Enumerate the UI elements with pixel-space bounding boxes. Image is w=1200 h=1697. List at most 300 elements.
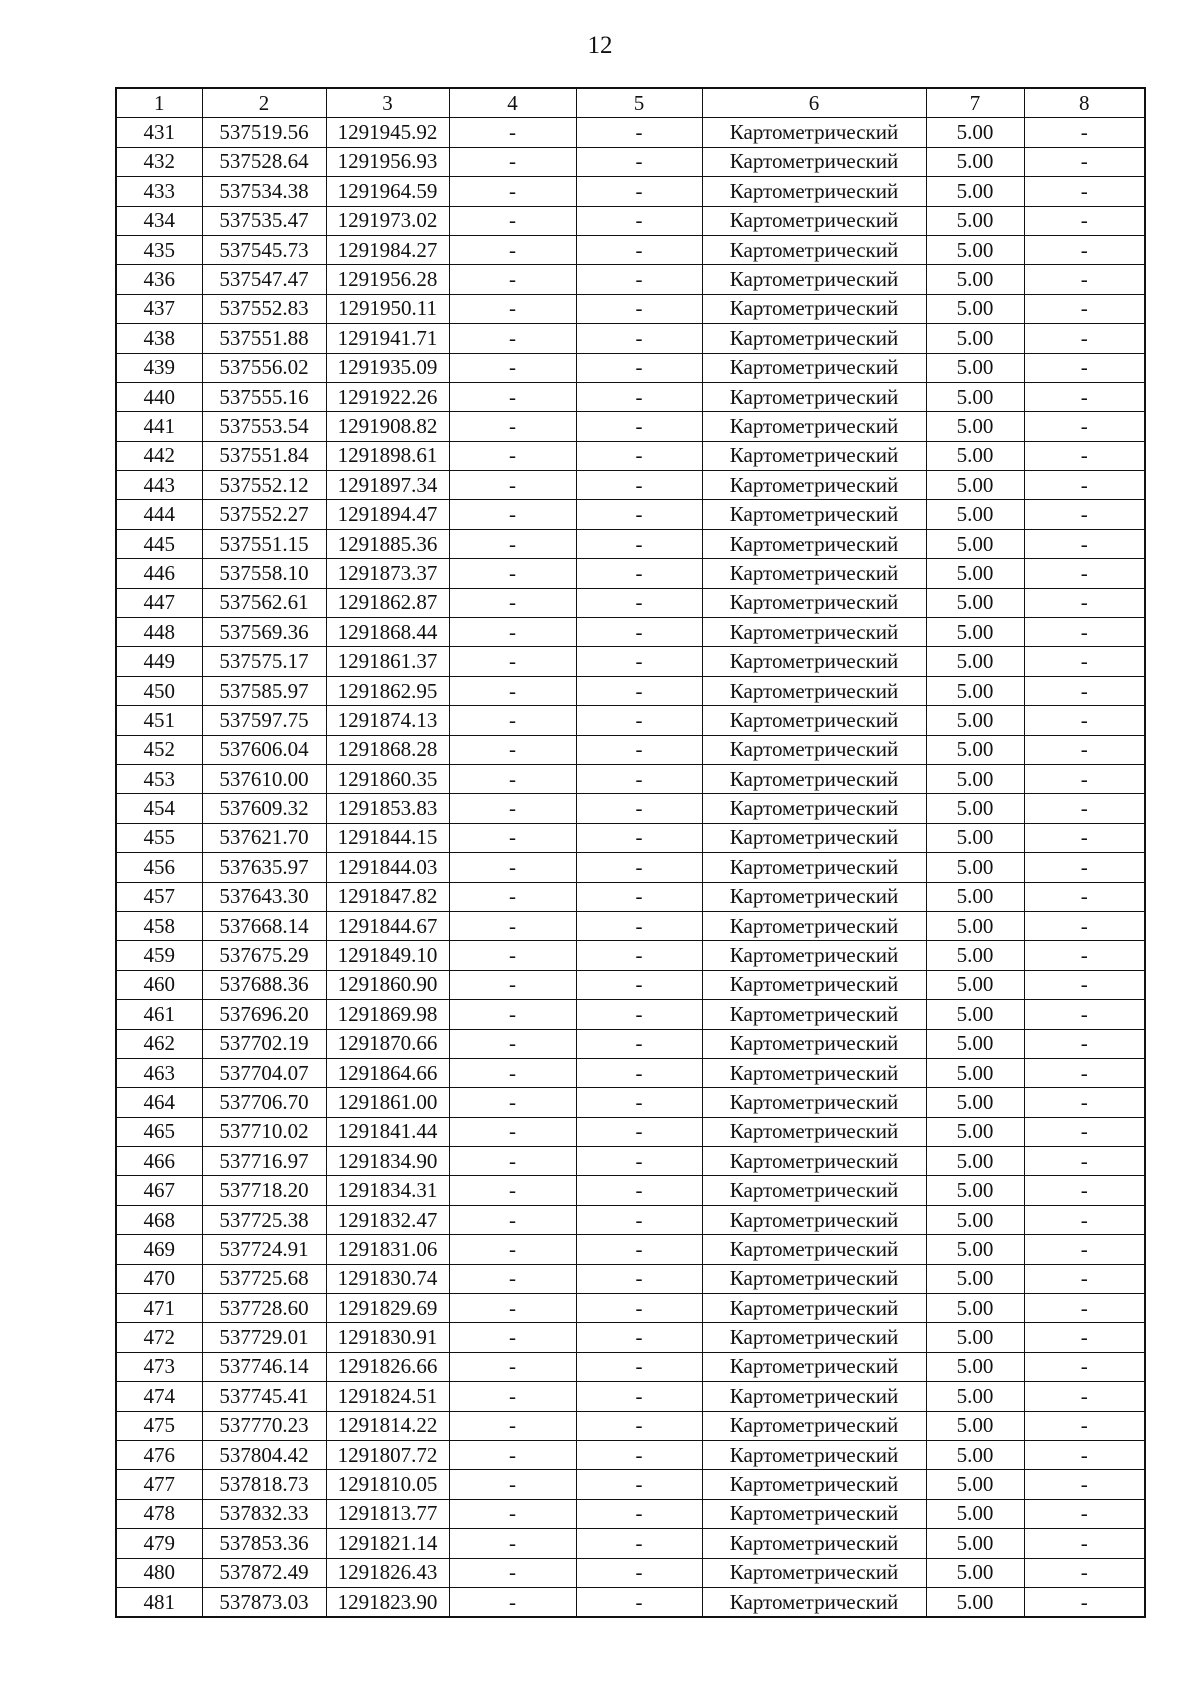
method-cell: Картометрический: [702, 1088, 926, 1117]
col8-cell: -: [1024, 1235, 1145, 1264]
column-header: 4: [449, 88, 576, 118]
y-coordinate-cell: 1291922.26: [326, 382, 449, 411]
method-cell: Картометрический: [702, 1294, 926, 1323]
table-header-row: [116, 88, 1145, 118]
point-number-cell: 463: [116, 1058, 202, 1087]
point-number-cell: 474: [116, 1382, 202, 1411]
y-coordinate-cell: 1291821.14: [326, 1529, 449, 1558]
table-row: [116, 559, 1145, 588]
accuracy-cell: 5.00: [926, 1499, 1024, 1528]
x-coordinate-cell: 537635.97: [202, 853, 326, 882]
col8-cell: -: [1024, 970, 1145, 999]
accuracy-cell: 5.00: [926, 177, 1024, 206]
accuracy-cell: 5.00: [926, 588, 1024, 617]
method-cell: Картометрический: [702, 1587, 926, 1617]
point-number-cell: 460: [116, 970, 202, 999]
col4-cell: -: [449, 1411, 576, 1440]
x-coordinate-cell: 537552.83: [202, 294, 326, 323]
method-cell: Картометрический: [702, 265, 926, 294]
table-row: [116, 618, 1145, 647]
col8-cell: -: [1024, 265, 1145, 294]
table-row: [116, 647, 1145, 676]
accuracy-cell: 5.00: [926, 529, 1024, 558]
table-row: [116, 823, 1145, 852]
method-cell: Картометрический: [702, 118, 926, 147]
table-row: [116, 1440, 1145, 1469]
table-row: [116, 1294, 1145, 1323]
point-number-cell: 445: [116, 529, 202, 558]
column-header: 7: [926, 88, 1024, 118]
col4-cell: -: [449, 500, 576, 529]
col4-cell: -: [449, 1058, 576, 1087]
y-coordinate-cell: 1291813.77: [326, 1499, 449, 1528]
col5-cell: -: [576, 1000, 702, 1029]
accuracy-cell: 5.00: [926, 1029, 1024, 1058]
col5-cell: -: [576, 1587, 702, 1617]
accuracy-cell: 5.00: [926, 500, 1024, 529]
col4-cell: -: [449, 324, 576, 353]
col8-cell: -: [1024, 235, 1145, 264]
method-cell: Картометрический: [702, 618, 926, 647]
accuracy-cell: 5.00: [926, 970, 1024, 999]
col8-cell: -: [1024, 500, 1145, 529]
method-cell: Картометрический: [702, 941, 926, 970]
col4-cell: -: [449, 1294, 576, 1323]
col8-cell: -: [1024, 1499, 1145, 1528]
method-cell: Картометрический: [702, 1499, 926, 1528]
column-header: 5: [576, 88, 702, 118]
y-coordinate-cell: 1291824.51: [326, 1382, 449, 1411]
x-coordinate-cell: 537597.75: [202, 706, 326, 735]
x-coordinate-cell: 537551.15: [202, 529, 326, 558]
col8-cell: -: [1024, 853, 1145, 882]
table-body: [116, 118, 1145, 1617]
point-number-cell: 437: [116, 294, 202, 323]
accuracy-cell: 5.00: [926, 1205, 1024, 1234]
col8-cell: -: [1024, 1117, 1145, 1146]
point-number-cell: 472: [116, 1323, 202, 1352]
col4-cell: -: [449, 618, 576, 647]
x-coordinate-cell: 537675.29: [202, 941, 326, 970]
col4-cell: -: [449, 235, 576, 264]
y-coordinate-cell: 1291844.15: [326, 823, 449, 852]
col5-cell: -: [576, 941, 702, 970]
method-cell: Картометрический: [702, 853, 926, 882]
method-cell: Картометрический: [702, 559, 926, 588]
col8-cell: -: [1024, 1294, 1145, 1323]
x-coordinate-cell: 537534.38: [202, 177, 326, 206]
accuracy-cell: 5.00: [926, 441, 1024, 470]
method-cell: Картометрический: [702, 353, 926, 382]
col5-cell: -: [576, 1352, 702, 1381]
accuracy-cell: 5.00: [926, 823, 1024, 852]
y-coordinate-cell: 1291853.83: [326, 794, 449, 823]
table-row: [116, 412, 1145, 441]
y-coordinate-cell: 1291814.22: [326, 1411, 449, 1440]
col8-cell: -: [1024, 1264, 1145, 1293]
accuracy-cell: 5.00: [926, 1558, 1024, 1587]
col5-cell: -: [576, 1205, 702, 1234]
table-row: [116, 1411, 1145, 1440]
col4-cell: -: [449, 941, 576, 970]
col5-cell: -: [576, 882, 702, 911]
col4-cell: -: [449, 794, 576, 823]
y-coordinate-cell: 1291898.61: [326, 441, 449, 470]
col4-cell: -: [449, 1382, 576, 1411]
table-row: [116, 441, 1145, 470]
table-row: [116, 147, 1145, 176]
col8-cell: -: [1024, 1352, 1145, 1381]
col5-cell: -: [576, 1058, 702, 1087]
x-coordinate-cell: 537551.84: [202, 441, 326, 470]
col5-cell: -: [576, 735, 702, 764]
col5-cell: -: [576, 1382, 702, 1411]
col4-cell: -: [449, 1587, 576, 1617]
accuracy-cell: 5.00: [926, 1411, 1024, 1440]
point-number-cell: 479: [116, 1529, 202, 1558]
method-cell: Картометрический: [702, 1176, 926, 1205]
method-cell: Картометрический: [702, 911, 926, 940]
col5-cell: -: [576, 1294, 702, 1323]
col5-cell: -: [576, 1088, 702, 1117]
col4-cell: -: [449, 853, 576, 882]
col4-cell: -: [449, 823, 576, 852]
point-number-cell: 452: [116, 735, 202, 764]
point-number-cell: 450: [116, 676, 202, 705]
x-coordinate-cell: 537610.00: [202, 764, 326, 793]
point-number-cell: 448: [116, 618, 202, 647]
point-number-cell: 468: [116, 1205, 202, 1234]
col8-cell: -: [1024, 676, 1145, 705]
col4-cell: -: [449, 1323, 576, 1352]
accuracy-cell: 5.00: [926, 235, 1024, 264]
col4-cell: -: [449, 412, 576, 441]
y-coordinate-cell: 1291861.37: [326, 647, 449, 676]
x-coordinate-cell: 537606.04: [202, 735, 326, 764]
x-coordinate-cell: 537552.27: [202, 500, 326, 529]
col5-cell: -: [576, 1323, 702, 1352]
x-coordinate-cell: 537853.36: [202, 1529, 326, 1558]
col4-cell: -: [449, 1205, 576, 1234]
method-cell: Картометрический: [702, 382, 926, 411]
x-coordinate-cell: 537804.42: [202, 1440, 326, 1469]
col5-cell: -: [576, 1529, 702, 1558]
method-cell: Картометрический: [702, 441, 926, 470]
col4-cell: -: [449, 1440, 576, 1469]
y-coordinate-cell: 1291831.06: [326, 1235, 449, 1264]
method-cell: Картометрический: [702, 794, 926, 823]
col5-cell: -: [576, 412, 702, 441]
method-cell: Картометрический: [702, 764, 926, 793]
col4-cell: -: [449, 676, 576, 705]
x-coordinate-cell: 537547.47: [202, 265, 326, 294]
x-coordinate-cell: 537621.70: [202, 823, 326, 852]
table-row: [116, 500, 1145, 529]
col5-cell: -: [576, 706, 702, 735]
accuracy-cell: 5.00: [926, 1058, 1024, 1087]
x-coordinate-cell: 537555.16: [202, 382, 326, 411]
table-row: [116, 676, 1145, 705]
accuracy-cell: 5.00: [926, 206, 1024, 235]
col4-cell: -: [449, 294, 576, 323]
table-row: [116, 1117, 1145, 1146]
col4-cell: -: [449, 735, 576, 764]
y-coordinate-cell: 1291897.34: [326, 471, 449, 500]
y-coordinate-cell: 1291894.47: [326, 500, 449, 529]
table-row: [116, 970, 1145, 999]
table-row: [116, 206, 1145, 235]
x-coordinate-cell: 537718.20: [202, 1176, 326, 1205]
col8-cell: -: [1024, 412, 1145, 441]
y-coordinate-cell: 1291870.66: [326, 1029, 449, 1058]
col5-cell: -: [576, 823, 702, 852]
col5-cell: -: [576, 441, 702, 470]
point-number-cell: 431: [116, 118, 202, 147]
col4-cell: -: [449, 147, 576, 176]
method-cell: Картометрический: [702, 324, 926, 353]
col5-cell: -: [576, 1235, 702, 1264]
table-row: [116, 1058, 1145, 1087]
col4-cell: -: [449, 118, 576, 147]
table-row: [116, 1029, 1145, 1058]
point-number-cell: 453: [116, 764, 202, 793]
col4-cell: -: [449, 882, 576, 911]
x-coordinate-cell: 537702.19: [202, 1029, 326, 1058]
col8-cell: -: [1024, 647, 1145, 676]
y-coordinate-cell: 1291862.87: [326, 588, 449, 617]
col5-cell: -: [576, 529, 702, 558]
page-number: 12: [587, 32, 613, 59]
col5-cell: -: [576, 206, 702, 235]
col5-cell: -: [576, 1558, 702, 1587]
table-row: [116, 353, 1145, 382]
method-cell: Картометрический: [702, 1264, 926, 1293]
y-coordinate-cell: 1291834.90: [326, 1147, 449, 1176]
table-row: [116, 118, 1145, 147]
col5-cell: -: [576, 588, 702, 617]
point-number-cell: 436: [116, 265, 202, 294]
col5-cell: -: [576, 382, 702, 411]
col5-cell: -: [576, 676, 702, 705]
method-cell: Картометрический: [702, 412, 926, 441]
table-row: [116, 1587, 1145, 1617]
table-row: [116, 941, 1145, 970]
col8-cell: -: [1024, 794, 1145, 823]
col5-cell: -: [576, 970, 702, 999]
method-cell: Картометрический: [702, 647, 926, 676]
col4-cell: -: [449, 441, 576, 470]
col8-cell: -: [1024, 471, 1145, 500]
accuracy-cell: 5.00: [926, 1529, 1024, 1558]
point-number-cell: 441: [116, 412, 202, 441]
accuracy-cell: 5.00: [926, 941, 1024, 970]
col4-cell: -: [449, 1117, 576, 1146]
y-coordinate-cell: 1291829.69: [326, 1294, 449, 1323]
table-row: [116, 235, 1145, 264]
x-coordinate-cell: 537562.61: [202, 588, 326, 617]
col5-cell: -: [576, 118, 702, 147]
col8-cell: -: [1024, 1587, 1145, 1617]
y-coordinate-cell: 1291861.00: [326, 1088, 449, 1117]
method-cell: Картометрический: [702, 500, 926, 529]
column-header: 6: [702, 88, 926, 118]
point-number-cell: 440: [116, 382, 202, 411]
accuracy-cell: 5.00: [926, 147, 1024, 176]
col5-cell: -: [576, 1470, 702, 1499]
accuracy-cell: 5.00: [926, 1352, 1024, 1381]
y-coordinate-cell: 1291941.71: [326, 324, 449, 353]
col4-cell: -: [449, 1147, 576, 1176]
method-cell: Картометрический: [702, 471, 926, 500]
x-coordinate-cell: 537725.68: [202, 1264, 326, 1293]
point-number-cell: 447: [116, 588, 202, 617]
accuracy-cell: 5.00: [926, 1470, 1024, 1499]
point-number-cell: 433: [116, 177, 202, 206]
table-row: [116, 735, 1145, 764]
col8-cell: -: [1024, 1529, 1145, 1558]
y-coordinate-cell: 1291869.98: [326, 1000, 449, 1029]
col8-cell: -: [1024, 206, 1145, 235]
method-cell: Картометрический: [702, 735, 926, 764]
table-row: [116, 177, 1145, 206]
col5-cell: -: [576, 500, 702, 529]
col8-cell: -: [1024, 441, 1145, 470]
x-coordinate-cell: 537575.17: [202, 647, 326, 676]
col4-cell: -: [449, 1499, 576, 1528]
col8-cell: -: [1024, 823, 1145, 852]
column-header: 1: [116, 88, 202, 118]
table-row: [116, 588, 1145, 617]
point-number-cell: 480: [116, 1558, 202, 1587]
column-header: 3: [326, 88, 449, 118]
point-number-cell: 462: [116, 1029, 202, 1058]
y-coordinate-cell: 1291873.37: [326, 559, 449, 588]
method-cell: Картометрический: [702, 1205, 926, 1234]
table-row: [116, 1382, 1145, 1411]
y-coordinate-cell: 1291868.44: [326, 618, 449, 647]
col5-cell: -: [576, 265, 702, 294]
accuracy-cell: 5.00: [926, 1000, 1024, 1029]
table-row: [116, 294, 1145, 323]
col8-cell: -: [1024, 1147, 1145, 1176]
col5-cell: -: [576, 353, 702, 382]
col8-cell: -: [1024, 1058, 1145, 1087]
method-cell: Картометрический: [702, 1235, 926, 1264]
x-coordinate-cell: 537725.38: [202, 1205, 326, 1234]
point-number-cell: 471: [116, 1294, 202, 1323]
method-cell: Картометрический: [702, 1058, 926, 1087]
accuracy-cell: 5.00: [926, 1264, 1024, 1293]
x-coordinate-cell: 537688.36: [202, 970, 326, 999]
table-row: [116, 764, 1145, 793]
col8-cell: -: [1024, 1382, 1145, 1411]
col8-cell: -: [1024, 706, 1145, 735]
col4-cell: -: [449, 1352, 576, 1381]
col8-cell: -: [1024, 941, 1145, 970]
col4-cell: -: [449, 177, 576, 206]
y-coordinate-cell: 1291874.13: [326, 706, 449, 735]
accuracy-cell: 5.00: [926, 764, 1024, 793]
col8-cell: -: [1024, 353, 1145, 382]
x-coordinate-cell: 537818.73: [202, 1470, 326, 1499]
y-coordinate-cell: 1291956.28: [326, 265, 449, 294]
x-coordinate-cell: 537643.30: [202, 882, 326, 911]
col8-cell: -: [1024, 764, 1145, 793]
point-number-cell: 458: [116, 911, 202, 940]
point-number-cell: 434: [116, 206, 202, 235]
method-cell: Картометрический: [702, 1411, 926, 1440]
point-number-cell: 443: [116, 471, 202, 500]
col4-cell: -: [449, 970, 576, 999]
x-coordinate-cell: 537832.33: [202, 1499, 326, 1528]
method-cell: Картометрический: [702, 970, 926, 999]
point-number-cell: 481: [116, 1587, 202, 1617]
accuracy-cell: 5.00: [926, 1294, 1024, 1323]
table-row: [116, 794, 1145, 823]
y-coordinate-cell: 1291844.03: [326, 853, 449, 882]
y-coordinate-cell: 1291841.44: [326, 1117, 449, 1146]
accuracy-cell: 5.00: [926, 324, 1024, 353]
method-cell: Картометрический: [702, 882, 926, 911]
y-coordinate-cell: 1291823.90: [326, 1587, 449, 1617]
table-row: [116, 382, 1145, 411]
col4-cell: -: [449, 353, 576, 382]
col4-cell: -: [449, 559, 576, 588]
method-cell: Картометрический: [702, 1382, 926, 1411]
col5-cell: -: [576, 764, 702, 793]
table-row: [116, 1088, 1145, 1117]
x-coordinate-cell: 537706.70: [202, 1088, 326, 1117]
table-row: [116, 1235, 1145, 1264]
col4-cell: -: [449, 1088, 576, 1117]
coordinates-table: [115, 87, 1146, 1618]
point-number-cell: 469: [116, 1235, 202, 1264]
table-row: [116, 1470, 1145, 1499]
col5-cell: -: [576, 235, 702, 264]
table-row: [116, 265, 1145, 294]
y-coordinate-cell: 1291908.82: [326, 412, 449, 441]
y-coordinate-cell: 1291826.66: [326, 1352, 449, 1381]
col4-cell: -: [449, 471, 576, 500]
col4-cell: -: [449, 1000, 576, 1029]
x-coordinate-cell: 537668.14: [202, 911, 326, 940]
y-coordinate-cell: 1291950.11: [326, 294, 449, 323]
accuracy-cell: 5.00: [926, 1323, 1024, 1352]
x-coordinate-cell: 537519.56: [202, 118, 326, 147]
point-number-cell: 478: [116, 1499, 202, 1528]
y-coordinate-cell: 1291984.27: [326, 235, 449, 264]
x-coordinate-cell: 537746.14: [202, 1352, 326, 1381]
y-coordinate-cell: 1291834.31: [326, 1176, 449, 1205]
table-row: [116, 1205, 1145, 1234]
method-cell: Картометрический: [702, 706, 926, 735]
accuracy-cell: 5.00: [926, 265, 1024, 294]
method-cell: Картометрический: [702, 823, 926, 852]
x-coordinate-cell: 537872.49: [202, 1558, 326, 1587]
col5-cell: -: [576, 1264, 702, 1293]
col4-cell: -: [449, 1029, 576, 1058]
col5-cell: -: [576, 1147, 702, 1176]
method-cell: Картометрический: [702, 206, 926, 235]
accuracy-cell: 5.00: [926, 882, 1024, 911]
method-cell: Картометрический: [702, 1470, 926, 1499]
col4-cell: -: [449, 382, 576, 411]
col8-cell: -: [1024, 882, 1145, 911]
y-coordinate-cell: 1291830.74: [326, 1264, 449, 1293]
col4-cell: -: [449, 529, 576, 558]
table-row: [116, 471, 1145, 500]
y-coordinate-cell: 1291864.66: [326, 1058, 449, 1087]
